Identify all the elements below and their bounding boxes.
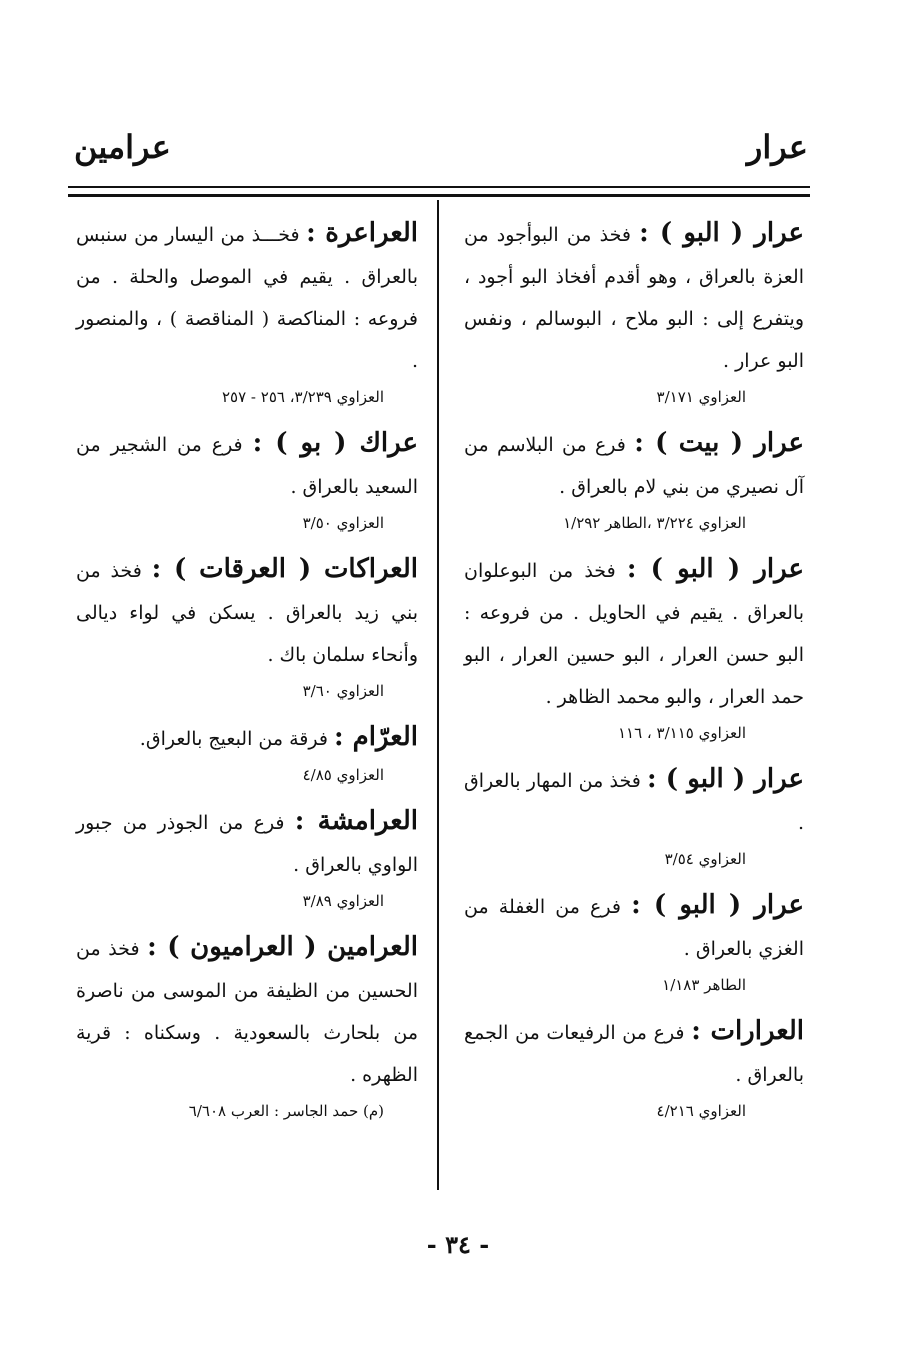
entry-headword: العرامشة : — [294, 806, 418, 836]
entry — [76, 716, 418, 790]
entry-reference: العزاوي ٣/٦٠ — [302, 682, 384, 700]
entry-body — [464, 212, 804, 382]
entry-text: فخذ من البوعلوان بالعراق . يقيم في الحاويل . من فروعه : البو حسن العرار ، البو حسين العرار ، البو حمد العرار ، والبو محمد الظاهر . — [464, 560, 804, 708]
entry-headword: عرار ( البو ) : — [631, 890, 805, 920]
entry-body — [464, 422, 804, 508]
left-column — [76, 212, 418, 1136]
entry-headword: عراك ( بو ) : — [252, 428, 418, 458]
entry — [464, 884, 804, 1000]
entry-headword: عرار ( البو ) : — [639, 218, 804, 248]
entry — [464, 422, 804, 538]
entry-text: فرع من الشجير من السعيد بالعراق . — [76, 434, 418, 498]
entry-reference: (م) حمد الجاسر : العرب ٦/٦٠٨ — [188, 1102, 384, 1120]
entry-reference: العزاوي ٣/٢٢٤ ،الطاهر ١/٢٩٢ — [563, 514, 746, 532]
entry-reference: الطاهر ١/١٨٣ — [662, 976, 746, 994]
entry-headword: العرامين ( العراميون ) : — [147, 932, 418, 962]
column-divider — [437, 200, 439, 1190]
entry-headword: عرار ( البو ) : — [626, 554, 804, 584]
entry-headword: العراعرة : — [306, 218, 419, 248]
entry — [464, 212, 804, 412]
entry-text: فخذ من المهار بالعراق . — [464, 770, 804, 834]
entry — [464, 548, 804, 748]
entry-headword: عرار ( بيت ) : — [634, 428, 804, 458]
entry — [464, 1010, 804, 1126]
entry — [464, 758, 804, 874]
running-header-left: عرامين — [74, 128, 171, 166]
entry-reference: العزاوي ٣/٢٣٩، ٢٥٦ - ٢٥٧ — [221, 388, 384, 406]
entry-body — [76, 422, 418, 508]
entry-text: فرع من البلاسم من آل نصيري من بني لام بالعراق . — [464, 434, 804, 498]
entry-body — [76, 926, 418, 1096]
header-rule — [68, 194, 810, 197]
entry-text: فرع من الغفلة من الغزي بالعراق . — [464, 896, 804, 960]
entry-body — [464, 884, 804, 970]
entry-headword: عرار ( البو ) : — [646, 764, 804, 794]
entry-body — [76, 548, 418, 676]
entry-headword: العراكات ( العرقات ) : — [151, 554, 418, 584]
entry-reference: العزاوي ٣/٥٠ — [302, 514, 384, 532]
entry-body — [464, 548, 804, 718]
entry-headword: العرارات : — [691, 1016, 804, 1046]
entry-reference: العزاوي ٣/١٧١ — [656, 388, 746, 406]
entry-text: فخذ من البوأجود من العزة بالعراق ، وهو أقدم أفخاذ البو أجود ، ويتفرع إلى : البو ملاح ، البوسالم ، ونفس البو عرار . — [464, 224, 804, 372]
entry-body — [76, 800, 418, 886]
entry — [76, 548, 418, 706]
entry-body — [464, 1010, 804, 1096]
entry-text: فخـــذ من اليسار من سنبس بالعراق . يقيم في الموصل والحلة . من فروعه : المناكصة ( المناقصة ) ، والمنصور . — [76, 224, 418, 372]
entry — [76, 212, 418, 412]
entry-text: فرقة من البعيج بالعراق. — [139, 728, 328, 750]
entry-reference: العزاوي ٣/٥٤ — [664, 850, 746, 868]
entry — [76, 422, 418, 538]
entry-body — [464, 758, 804, 844]
entry-text: فرع من الجوذر من جبور الواوي بالعراق . — [76, 812, 418, 876]
entry-text: فخذ من الحسين من الظيفة من الموسى من ناصرة من بلحارث بالسعودية . وسكناه : قرية الظهره . — [76, 938, 418, 1086]
entry-reference: العزاوي ٣/٨٩ — [302, 892, 384, 910]
entry — [76, 800, 418, 916]
header-rule — [68, 186, 810, 188]
entry-text: فرع من الرفيعات من الجمع بالعراق . — [464, 1022, 804, 1086]
entry-text: فخذ من بني زيد بالعراق . يسكن في لواء ديالى وأنحاء سلمان باك . — [76, 560, 418, 666]
entry-reference: العزاوي ٤/٨٥ — [302, 766, 384, 784]
entry-headword: العرّام : — [333, 722, 418, 752]
entry — [76, 926, 418, 1126]
entry-body — [76, 212, 418, 382]
page-number: - ٣٤ - — [426, 1230, 490, 1259]
right-column — [464, 212, 804, 1136]
entry-reference: العزاوي ٤/٢١٦ — [656, 1102, 746, 1120]
running-header-right: عرار — [746, 128, 808, 166]
entry-reference: العزاوي ٣/١١٥ ، ١١٦ — [617, 724, 746, 742]
entry-body — [76, 716, 418, 760]
